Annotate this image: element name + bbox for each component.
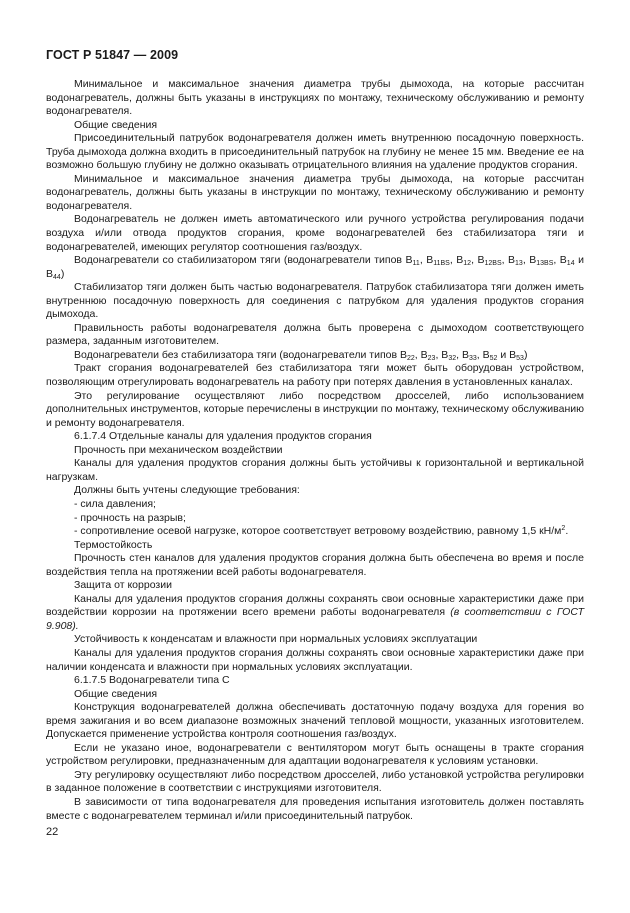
type-code-subscript: 23 <box>427 354 436 362</box>
paragraph: Прочность стен каналов для удаления продуктов сгорания должна быть обеспечена во время и после воздействия тепла на протяжении всей работы водонагревателя. <box>46 552 584 578</box>
type-code-letter: В <box>529 254 537 267</box>
type-code-separator: , <box>476 348 483 361</box>
section-subheading: Устойчивость к конденсатам и влажности при нормальных условиях эксплуатации <box>74 633 478 646</box>
type-code-subscript: 11 <box>412 260 420 268</box>
type-code-subscript: 13BS <box>536 260 554 268</box>
paragraph: В зависимости от типа водонагревателя для проведения испытания изготовитель должен поставлять вместе с водонагревателем терминал и/или присоединительный патрубок. <box>46 795 584 822</box>
paragraph: Должны быть учтены следующие требования: <box>74 484 300 497</box>
type-code <box>406 254 420 266</box>
section-subheading: Термостойкость <box>74 538 153 551</box>
type-code-subscript: 33 <box>468 354 477 362</box>
type-code-letter: В <box>508 254 516 267</box>
type-code-separator: , <box>522 254 530 267</box>
section-subheading: Общие сведения <box>74 118 158 131</box>
paragraph-corrosion <box>46 593 584 634</box>
paragraph: Конструкция водонагревателей должна обеспечивать достаточную подачу воздуха для горения во время зажигания и во всем диапазоне возможных значений тепловой мощности, указанных изготовителем. Допускается применение устройства контроля соотношения газ/воздух. <box>46 701 584 741</box>
type-codes-no-stabilizer <box>400 349 527 361</box>
paragraph: Тракт сгорания водонагревателей без стабилизатора тяги может быть оборудован устройством, позволяющим отрегулировать водонагреватель на работу при потерях давления в установленных каналах. <box>46 362 584 389</box>
type-code <box>509 349 524 361</box>
list-item-end: . <box>565 525 569 538</box>
type-code-letter: В <box>509 348 517 361</box>
type-code-letter: В <box>46 267 54 280</box>
paragraph: Правильность работы водонагревателя должна быть проверена с дымоходом соответствующего размера, заданным изготовителем. <box>46 321 584 348</box>
type-code-separator: , <box>449 254 457 267</box>
type-code-separator: , <box>471 254 478 267</box>
type-code <box>462 349 477 361</box>
paragraph: Стабилизатор тяги должен быть частью водонагревателя. Патрубок стабилизатора тяги должен иметь внутреннюю посадочную поверхность для соединения с патрубком для удаления продуктов сгорания дымохода. <box>46 281 584 321</box>
type-code-subscript: 11BS <box>433 260 450 268</box>
type-code <box>483 349 498 361</box>
section-subheading: Прочность при механическом воздействии <box>74 443 283 456</box>
type-code <box>421 349 436 361</box>
type-code <box>529 254 553 266</box>
type-code <box>508 254 523 266</box>
type-code <box>456 254 471 266</box>
paragraph: Присоединительный патрубок водонагревателя должен иметь внутреннюю посадочную поверхность. Труба дымохода должна входить в присоединительный патрубок на глубину не менее 15 мм. Введение ее на возможно большую глубину не должно оказывать отрицательного влияния на удаление продуктов сгорания. <box>46 132 584 172</box>
type-code-letter: В <box>559 254 567 267</box>
type-code-subscript: 13 <box>515 260 523 268</box>
section-heading: 6.1.7.5 Водонагреватели типа С <box>74 674 230 687</box>
section-subheading: Защита от коррозии <box>74 579 172 592</box>
section-subheading: Общие сведения <box>74 687 158 700</box>
unit-superscript: 2 <box>561 525 566 533</box>
type-code-separator: ) <box>60 267 65 280</box>
paragraph-types-no-stabilizer <box>46 349 584 363</box>
type-code-letter: В <box>456 254 464 267</box>
type-code <box>46 268 61 280</box>
type-code-letter: В <box>399 348 407 361</box>
type-code-letter: В <box>482 348 490 361</box>
type-code <box>560 254 575 266</box>
type-code-letter: В <box>441 348 449 361</box>
paragraph: Минимальное и максимальное значения диаметра трубы дымохода, на которые рассчитан водонагреватель, должны быть указаны в инструкциях по монтажу, техническому обслуживанию и ремонту водонагревателя. <box>46 78 584 118</box>
type-code-letter: В <box>420 348 428 361</box>
type-code-letter: В <box>426 254 434 267</box>
type-code-subscript: 14 <box>566 260 575 268</box>
type-code-separator: , <box>456 348 462 361</box>
type-code-separator: и <box>574 254 584 267</box>
type-code-letter: В <box>477 254 485 267</box>
paragraph-text: Водонагреватели со стабилизатором тяги (водонагреватели типов <box>74 254 403 267</box>
paragraph: Эту регулировку осуществляют либо посредством дросселей, либо установкой устройства регулировки в заданное положение в соответствии с инструкциями изготовителя. <box>46 768 584 795</box>
type-code-letter: В <box>461 348 469 361</box>
type-code-separator: , <box>419 254 427 267</box>
paragraph-text: Водонагреватели без стабилизатора тяги (водонагреватели типов <box>74 348 398 361</box>
list-item-text: - сопротивление осевой нагрузке, которое соответствует ветровому воздействию, равному 1,5 кН/м <box>74 525 562 538</box>
list-item: - сила давления; <box>74 497 156 510</box>
paragraph: Если не указано иное, водонагреватели с вентилятором могут быть оснащены в тракте сгорания устройством регулировки, предназначенным для адаптации водонагревателя к условиям установки. <box>46 741 584 768</box>
list-item: - прочность на разрыв; <box>74 511 186 524</box>
type-code-separator: , <box>501 254 509 267</box>
type-code-letter: В <box>405 254 413 267</box>
paragraph-text: Каналы для удаления продуктов сгорания должны сохранять свои основные характеристики даже при воздействии коррозии на протяжении всего времени работы водонагревателя <box>46 592 584 619</box>
type-code-subscript: 53 <box>516 354 524 362</box>
type-code-subscript: 52 <box>489 354 498 362</box>
paragraph: Каналы для удаления продуктов сгорания должны сохранять свои основные характеристики даже при наличии конденсата и влажности при нормальных условиях эксплуатации. <box>46 646 584 673</box>
document-header: ГОСТ Р 51847 — 2009 <box>46 48 179 62</box>
type-code-subscript: 22 <box>407 354 415 362</box>
paragraph: Водонагреватель не должен иметь автоматического или ручного устройства регулирования подачи воздуха и/или отвода продуктов сгорания, кроме водонагревателей без стабилизатора тяги и водонагревателей, имеющих регулятор соотношения газ/воздух. <box>46 213 584 253</box>
paragraph: Это регулирование осуществляют либо посредством дросселей, либо использованием дополнительных инструментов, которые перечислены в инструкции по монтажу, техническому обслуживанию и ремонту водонагревателя. <box>46 389 584 429</box>
type-code-separator: и <box>497 348 510 361</box>
paragraph-types-stabilizer <box>46 254 584 281</box>
type-code-subscript: 12BS <box>484 260 502 268</box>
type-code-separator: ) <box>523 348 528 361</box>
type-code-subscript: 44 <box>53 273 61 281</box>
type-code-separator: , <box>414 348 421 361</box>
document-body <box>46 78 584 823</box>
type-code-subscript: 12 <box>463 260 472 268</box>
type-code <box>441 349 456 361</box>
paragraph: Минимальное и максимальное значения диаметра трубы дымохода, на которые рассчитан водонагреватель, должны быть указаны в инструкции по монтажу, техническому обслуживанию и ремонту водонагревателя. <box>46 172 584 212</box>
section-heading: 6.1.7.4 Отдельные каналы для удаления продуктов сгорания <box>74 430 372 443</box>
type-code-subscript: 32 <box>448 354 457 362</box>
type-code <box>400 349 415 361</box>
type-code-separator: , <box>553 254 560 267</box>
list-item <box>46 525 584 539</box>
type-code-separator: , <box>435 348 442 361</box>
type-code <box>426 254 450 266</box>
type-code <box>477 254 501 266</box>
standard-reference: (в соответствии с ГОСТ 9.908). <box>46 606 584 632</box>
page-number: 22 <box>46 826 59 838</box>
paragraph: Каналы для удаления продуктов сгорания должны быть устойчивы к горизонтальной и вертикальной нагрузкам. <box>46 457 584 483</box>
